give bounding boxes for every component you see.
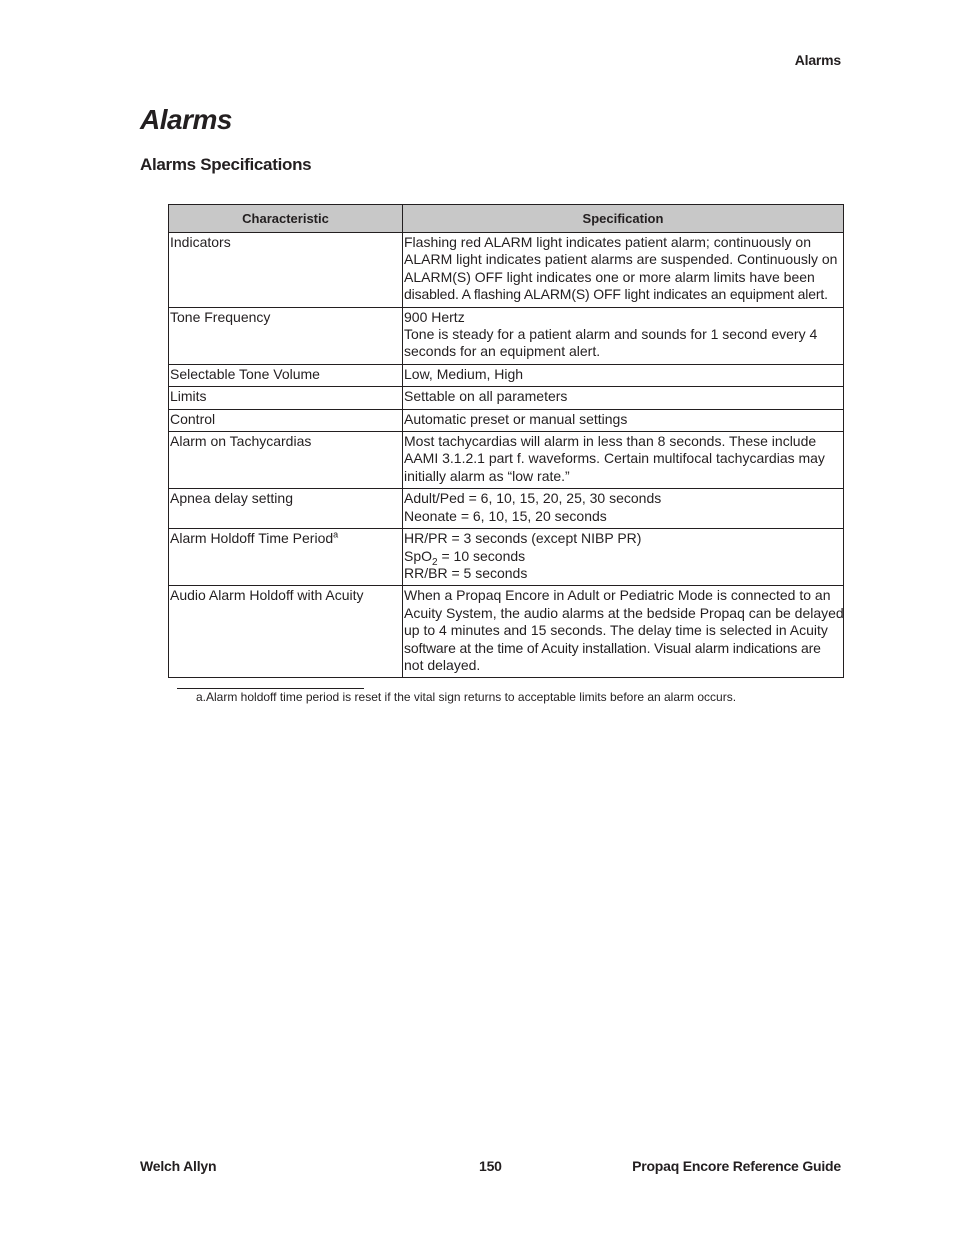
table-row (169, 233, 844, 308)
spec-line: When a Propaq Encore in Adult or Pediatric Mode is connected to an (404, 587, 831, 604)
characteristic-cell: Limits (169, 387, 403, 409)
table-row (169, 364, 844, 386)
specification-cell (403, 586, 844, 678)
spec-line: ALARM light indicates patient alarms are suspended. Continuously on (404, 251, 838, 268)
characteristic-cell: Control (169, 409, 403, 431)
characteristic-cell: Alarm on Tachycardias (169, 432, 403, 489)
footer-company: Welch Allyn (140, 1158, 217, 1174)
spo2-prefix: SpO (404, 547, 433, 564)
specification-cell (403, 233, 844, 308)
page-title: Alarms (140, 104, 232, 135)
alarms-spec-table (168, 204, 844, 678)
table-row (169, 586, 844, 678)
spec-line: ALARM(S) OFF light indicates one or more alarm limits have been (404, 268, 815, 285)
footer-document-title: Propaq Encore Reference Guide (632, 1158, 841, 1174)
spec-line: software at the time of Acuity installation. Visual alarm indications are (404, 639, 821, 656)
specification-cell (403, 409, 844, 431)
spec-line: disabled. A flashing ALARM(S) OFF light indicates an equipment alert. (404, 286, 828, 303)
spec-line: Neonate = 6, 10, 15, 20 seconds (404, 507, 607, 524)
specification-cell (403, 529, 844, 586)
spec-line: Low, Medium, High (404, 365, 524, 382)
table-row (169, 529, 844, 586)
characteristic-cell: Tone Frequency (169, 307, 403, 364)
spec-line: seconds for an equipment alert. (404, 343, 601, 360)
spec-line: Automatic preset or manual settings (404, 410, 628, 427)
characteristic-cell: Selectable Tone Volume (169, 364, 403, 386)
spec-line: up to 4 minutes and 15 seconds. The delay time is selected in Acuity (404, 622, 828, 639)
table-header-row (169, 205, 844, 233)
spec-line: initially alarm as “low rate.” (404, 467, 570, 484)
specification-cell (403, 387, 844, 409)
spec-line: AAMI 3.1.2.1 part f. waveforms. Certain multifocal tachycardias may (404, 450, 825, 467)
spec-line: Flashing red ALARM light indicates patient alarm; continuously on (404, 234, 811, 250)
spec-line: HR/PR = 3 seconds (except NIBP PR) (404, 530, 642, 547)
spec-line: Adult/Ped = 6, 10, 15, 20, 25, 30 seconds (404, 490, 662, 507)
spec-line: Most tachycardias will alarm in less than 8 seconds. These include (404, 433, 817, 450)
specification-cell (403, 432, 844, 489)
specification-cell (403, 489, 844, 529)
spec-line: Settable on all parameters (404, 388, 568, 405)
table-footnote: a.Alarm holdoff time period is reset if the vital sign returns to acceptable limits before an alarm occurs. (196, 690, 737, 704)
spec-line (404, 547, 842, 568)
spec-line: RR/BR = 5 seconds (404, 564, 528, 581)
table-row (169, 307, 844, 364)
specification-cell (403, 307, 844, 364)
table-row (169, 387, 844, 409)
footnote-marker: a (333, 529, 339, 540)
section-title: Alarms Specifications (140, 155, 312, 174)
column-header-characteristic: Characteristic (169, 205, 403, 233)
spec-line: Tone is steady for a patient alarm and sounds for 1 second every 4 (404, 326, 818, 343)
footer-page-number: 150 (479, 1158, 502, 1174)
spec-line: Acuity System, the audio alarms at the bedside Propaq can be delayed (404, 604, 844, 621)
running-header: Alarms (794, 52, 841, 68)
spec-line: not delayed. (404, 656, 481, 673)
table-row (169, 489, 844, 529)
specification-cell (403, 364, 844, 386)
characteristic-cell (169, 529, 403, 586)
characteristic-cell: Audio Alarm Holdoff with Acuity (169, 586, 403, 678)
column-header-specification: Specification (403, 205, 844, 233)
spo2-value: = 10 seconds (437, 547, 526, 564)
characteristic-cell: Indicators (169, 233, 403, 308)
footnote-divider (177, 688, 364, 689)
table-row (169, 409, 844, 431)
spo2-subscript: 2 (432, 556, 438, 568)
spec-line: 900 Hertz (404, 308, 465, 325)
characteristic-label: Alarm Holdoff Time Period (170, 530, 334, 547)
table-row (169, 432, 844, 489)
characteristic-cell: Apnea delay setting (169, 489, 403, 529)
